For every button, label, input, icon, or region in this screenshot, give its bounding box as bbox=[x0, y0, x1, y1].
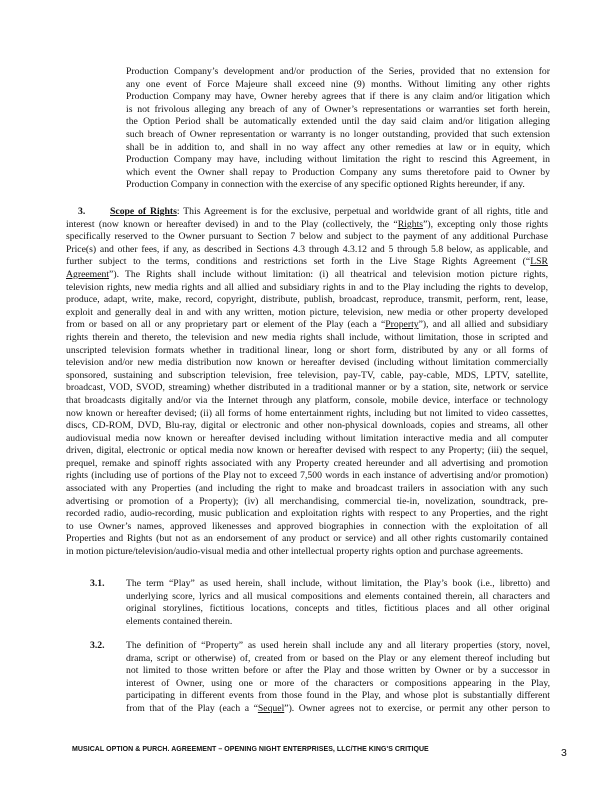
text-line bbox=[126, 678, 550, 691]
text-line bbox=[66, 206, 548, 219]
section-number: 3.2. bbox=[90, 640, 105, 651]
text-segment: elements contained therein. bbox=[126, 615, 233, 627]
defined-term: Sequel bbox=[257, 702, 285, 714]
text-line bbox=[66, 533, 548, 546]
text-segment: discs, CD-ROM, DVD, Blu-ray, digital or electronic and other non-physical downloads, copies and streams, all other bbox=[66, 420, 548, 432]
text-line bbox=[66, 458, 548, 471]
text-line bbox=[66, 382, 548, 395]
text-segment: participating in different events from those found in the Play, and whose plot is substantially different bbox=[126, 690, 550, 702]
section-3-1-play-definition bbox=[126, 578, 550, 628]
text-line bbox=[126, 66, 550, 79]
text-segment: advertising or promotion of a Property); (iv) all merchandising, commercial tie-in, novelization, soundtrack, pre- bbox=[66, 495, 548, 507]
text-segment: is not frivolous alleging any breach of any of Owner’s representations or warranties set forth herein, bbox=[126, 103, 550, 115]
text-line bbox=[66, 420, 548, 433]
text-segment: ”), and all allied and subsidiary bbox=[418, 319, 548, 331]
text-segment: Price(s) and other fees, if any, as described in Sections 4.3 through 4.3.12 and 5 through 5.8 below, as applicable, and bbox=[66, 243, 548, 255]
text-segment: The definition of “Property” as used herein shall include any and all literary properties (story, novel, bbox=[126, 640, 550, 651]
text-line bbox=[66, 357, 548, 370]
text-segment: the Option Period shall be automatically extended until the day said claim and/or litigation alleging bbox=[126, 116, 550, 128]
text-segment: rights (including use of portions of the Play not to exceed 7,500 words in each instance of advertising and/or promotion) bbox=[66, 470, 548, 482]
text-segment: from that of the Play (each a “ bbox=[126, 702, 258, 714]
text-segment: driven, digital, electronic or optical media now known or hereafter devised with respect to any Property; (iii) the sequel, bbox=[66, 445, 548, 457]
text-segment: underlying score, lyrics and all musical compositions and elements contained therein, all characters and bbox=[126, 590, 550, 602]
text-segment: unscripted television formats whether in traditional linear, long or short form, distributed by any or all forms of bbox=[66, 344, 548, 356]
text-segment: : This Agreement is for the exclusive, perpetual and worldwide grant of all rights, title and bbox=[176, 206, 548, 217]
text-line bbox=[66, 332, 548, 345]
text-line bbox=[126, 79, 550, 92]
text-line bbox=[66, 282, 548, 295]
text-segment: sponsored, sustaining and subscription television, free television, pay-TV, cable, pay-cable, MDS, LPTV, satellite, bbox=[66, 369, 548, 381]
text-segment: prequel, remake and spinoff rights associated with any Property created hereunder and all advertising and promotion bbox=[66, 457, 548, 469]
section-3-2-property-definition bbox=[126, 640, 550, 716]
page-number: 3 bbox=[561, 747, 567, 759]
text-segment: Production Company in connection with the exercise of any specific optioned Rights hereunder, if any. bbox=[126, 179, 525, 191]
text-segment: that broadcasts digitally and/or via the Internet through any platform, console, mobile device, interface or technology bbox=[66, 394, 548, 406]
text-line bbox=[126, 167, 550, 180]
text-segment: interest (now known or hereafter devised) in and to the Play (collectively, the “ bbox=[66, 218, 398, 230]
text-segment: Properties and Rights (but not as an endorsement of any product or service) and all other rights customarily contained bbox=[66, 533, 548, 545]
section-number: 3. bbox=[78, 206, 86, 217]
text-segment: Production Company’s development and/or production of the Series, provided that no extension for bbox=[126, 66, 550, 77]
section-number: 3.1. bbox=[90, 578, 105, 589]
text-segment: to use Owner’s names, approved likenesses and approved biographies in connection with the exploitation of all bbox=[66, 520, 548, 532]
text-segment: rights therein and thereto, the television and new media rights shall include, without limitation, those in scripted and bbox=[66, 331, 548, 343]
defined-term: Property bbox=[385, 319, 419, 331]
text-line bbox=[126, 616, 550, 629]
text-segment: television rights, new media rights and all allied and subsidiary rights in and to the Play including the rights to develop, bbox=[66, 281, 548, 293]
continuation-paragraph bbox=[126, 66, 550, 192]
section-3-scope-of-rights bbox=[66, 206, 548, 559]
text-line bbox=[126, 142, 550, 155]
text-line bbox=[66, 231, 548, 244]
text-line bbox=[126, 653, 550, 666]
text-segment: further subject to the terms, conditions and restrictions set forth in the Live Stage Rights Agreement (“ bbox=[66, 256, 531, 268]
text-line bbox=[126, 578, 550, 591]
text-line bbox=[66, 521, 548, 534]
text-line bbox=[126, 116, 550, 129]
text-line bbox=[66, 345, 548, 358]
text-segment: now known or hereafter devised; (ii) all forms of home entertainment rights, including but not limited to video cassettes, bbox=[66, 407, 548, 419]
text-line bbox=[66, 433, 548, 446]
text-line bbox=[66, 244, 548, 257]
text-segment: specifically reserved to the Owner pursuant to Section 7 below and subject to the payment of any additional Purchase bbox=[66, 231, 548, 243]
text-line bbox=[66, 219, 548, 232]
text-line bbox=[126, 91, 550, 104]
text-line bbox=[126, 179, 550, 192]
defined-term: Agreement bbox=[66, 268, 110, 280]
text-line bbox=[126, 591, 550, 604]
text-line bbox=[66, 546, 548, 559]
text-line bbox=[66, 395, 548, 408]
text-line bbox=[126, 703, 550, 716]
text-segment: shall be in addition to, and shall in no way affect any other remedies at law or in equity, which bbox=[126, 141, 550, 153]
text-line bbox=[66, 294, 548, 307]
text-segment: recorded radio, audio-recording, music publication and exploitation rights with respect to any Properties, and the right bbox=[66, 508, 548, 520]
text-segment: ”). The Rights shall include without limitation: (i) all theatrical and television motion picture rights, bbox=[109, 268, 548, 280]
text-line bbox=[66, 319, 548, 332]
section-heading: Scope of Rights bbox=[110, 206, 177, 217]
text-segment: Production Company may have, Owner hereby agrees that if there is any claim and/or litigation which bbox=[126, 91, 550, 103]
text-segment: ”), excepting only those rights bbox=[423, 218, 549, 230]
text-line bbox=[66, 445, 548, 458]
text-segment: interest of Owner, using one or more of the characters or compositions appearing in the Play, bbox=[126, 677, 550, 689]
text-line bbox=[66, 496, 548, 509]
text-segment: which event the Owner shall repay to Production Company any sums theretofore paid to Owner by bbox=[126, 166, 550, 178]
text-line bbox=[66, 269, 548, 282]
text-line bbox=[126, 665, 550, 678]
text-line bbox=[126, 690, 550, 703]
text-line bbox=[66, 408, 548, 421]
text-segment: The term “Play” as used herein, shall include, without limitation, the Play’s book (i.e., libretto) and bbox=[126, 578, 550, 589]
defined-term: Rights bbox=[397, 218, 424, 230]
text-line bbox=[66, 483, 548, 496]
footer-title: MUSICAL OPTION & PURCH. AGREEMENT – OPENING NIGHT ENTERPRISES, LLC/THE KING'S CRITIQUE bbox=[72, 746, 429, 753]
text-segment: broadcast, VOD, SVOD, streaming) whether distributed in a traditional manner or by a station, site, network or service bbox=[66, 382, 548, 394]
text-segment: television and/or new media distribution now known or hereafter devised (including without limitation commercially bbox=[66, 357, 548, 369]
text-line bbox=[66, 370, 548, 383]
text-segment: Production Company may have, including without limitation the right to rescind this Agreement, in bbox=[126, 154, 550, 166]
text-line bbox=[66, 470, 548, 483]
text-segment: any one event of Force Majeure shall exceed nine (9) months. Without limiting any other rights bbox=[126, 78, 550, 90]
text-segment: from or based on all or any proprietary part or element of the Play (each a “ bbox=[66, 319, 386, 331]
text-segment: associated with any Properties (and including the right to make and broadcast trailers in association with any such bbox=[66, 483, 548, 495]
text-line bbox=[66, 508, 548, 521]
text-segment: such breach of Owner representation or warranty is no longer outstanding, provided that such extension bbox=[126, 128, 550, 140]
text-line bbox=[126, 104, 550, 117]
text-line bbox=[126, 129, 550, 142]
text-line bbox=[66, 307, 548, 320]
text-line bbox=[126, 640, 550, 653]
text-segment: drama, script or otherwise) of, created from or based on the Play or any element thereof including but bbox=[126, 652, 550, 664]
text-line bbox=[66, 256, 548, 269]
defined-term: LSR bbox=[530, 256, 548, 268]
text-segment: in motion picture/television/audio-visual media and other intellectual property rights option and purchase agreements. bbox=[66, 546, 524, 558]
text-line bbox=[126, 154, 550, 167]
text-segment: not limited to those written before or after the Play and those written by Owner or by a successor in bbox=[126, 665, 550, 677]
text-line bbox=[126, 603, 550, 616]
text-segment: produce, adapt, write, make, record, copyright, distribute, publish, broadcast, reproduce, transmit, perform, rent, lease, bbox=[66, 294, 548, 306]
text-segment: original storylines, fictitious locations, concepts and titles, fictitious places and all other original bbox=[126, 603, 550, 615]
text-segment: ”). Owner agrees not to exercise, or permit any other person to bbox=[284, 702, 550, 714]
text-segment: exploit and generally deal in and with any written, motion picture, television, new media or other property developed bbox=[66, 306, 548, 318]
text-segment: audiovisual media now known or hereafter devised including without limitation interactive media and all computer bbox=[66, 432, 548, 444]
